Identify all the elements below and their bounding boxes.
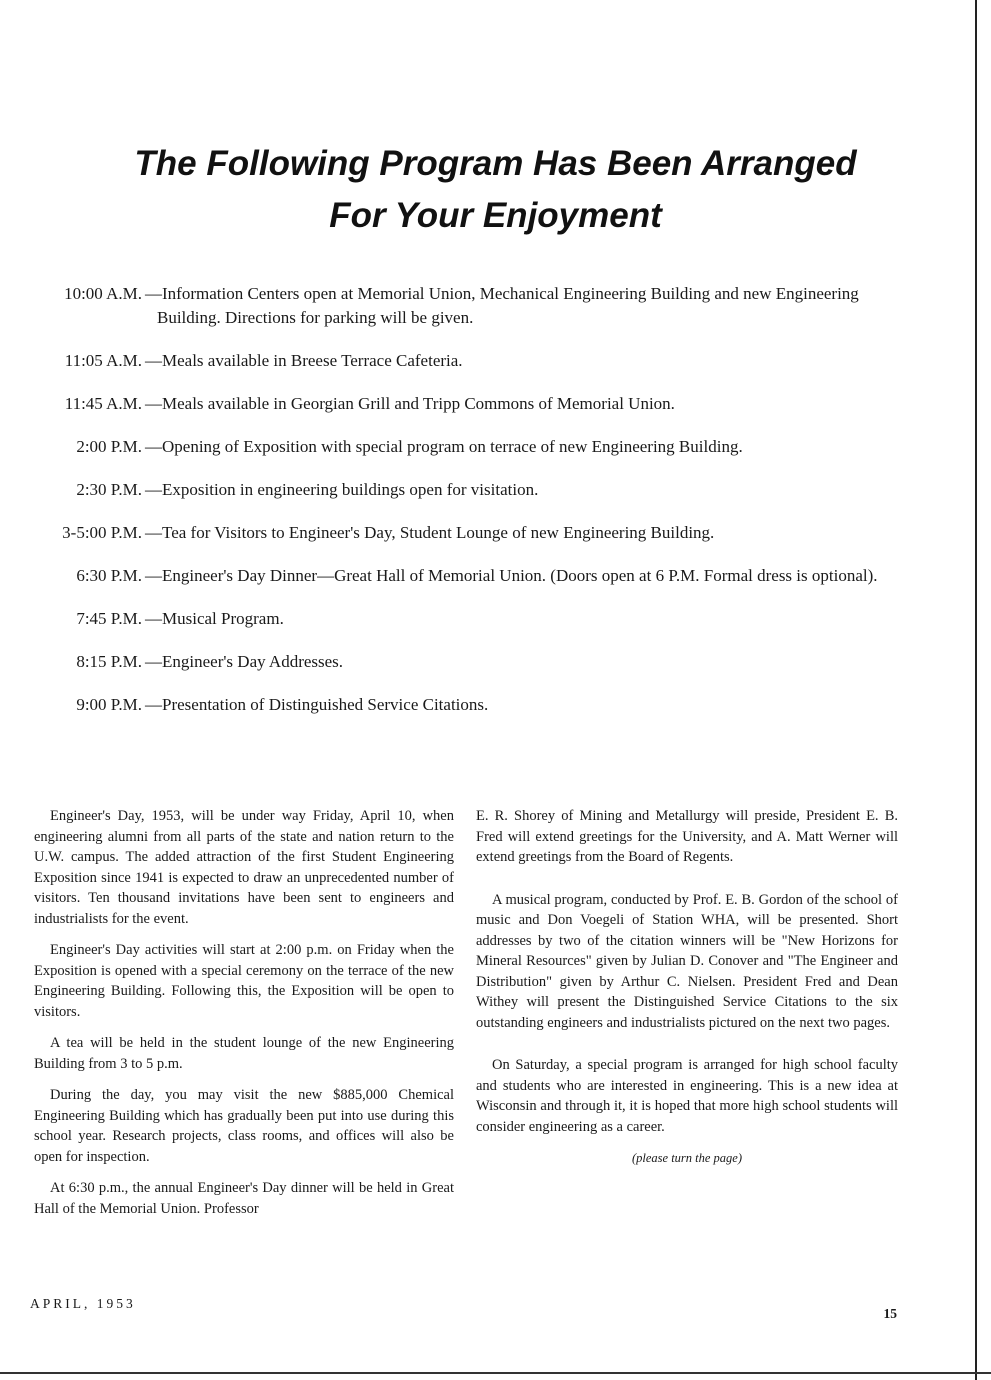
article-paragraph: On Saturday, a special program is arranged for high school faculty and students who are interested in engineering. This is a new idea at Wisconsin and through it, it is hoped that more high school students will consider engineering as a career.: [476, 1057, 898, 1135]
turn-page-note: (please turn the page): [631, 1151, 743, 1165]
schedule-row: [36, 650, 916, 674]
schedule-time: 11:05 A.M.: [64, 351, 142, 370]
schedule-description: —Exposition in engineering buildings open for visitation.: [145, 480, 539, 499]
schedule-description: —Tea for Visitors to Engineer's Day, Student Lounge of new Engineering Building.: [145, 523, 715, 542]
article-paragraph: E. R. Shorey of Mining and Metallurgy will preside, President E. B. Fred will extend greetings for the University, and A. Matt Werner will extend greetings from the Board of Regents.: [476, 808, 898, 865]
article-paragraph: At 6:30 p.m., the annual Engineer's Day dinner will be held in Great Hall of the Memorial Union. Professor: [34, 1180, 454, 1217]
page-title: [0, 138, 991, 242]
article-paragraph: A tea will be held in the student lounge of the new Engineering Building from 3 to 5 p.m.: [34, 1035, 454, 1072]
schedule-time: 6:30 P.M.: [76, 566, 142, 585]
schedule-row: [36, 478, 916, 502]
schedule-time: 7:45 P.M.: [76, 609, 142, 628]
article-paragraph: During the day, you may visit the new $885,000 Chemical Engineering Building which has gradually been put into use during this school year. Research projects, class rooms, and offices will also be open for inspection.: [34, 1087, 454, 1165]
schedule-row: [36, 521, 916, 545]
schedule-description: —Meals available in Breese Terrace Cafeteria.: [145, 351, 463, 370]
schedule-description: —Presentation of Distinguished Service Citations.: [145, 695, 489, 714]
page-number: 15: [883, 1306, 897, 1321]
schedule-row: [36, 282, 916, 330]
article-paragraph: A musical program, conducted by Prof. E. B. Gordon of the school of music and Don Voegeli of Station WHA, will be presented. Short addresses by two of the citation winners will be "New Horizons for Mineral Resources" given by Julian D. Conover and "The Engineer and Distribution" given by Arthur C. Nielsen. President Fred and Dean Withey will present the Distinguished Service Citations to the six outstanding engineers and industrialists pictured on the next two pages.: [476, 891, 898, 1031]
schedule-row: [36, 607, 916, 631]
schedule-description: —Meals available in Georgian Grill and Tripp Commons of Memorial Union.: [145, 394, 675, 413]
schedule-time: 2:30 P.M.: [76, 480, 142, 499]
schedule-description: —Engineer's Day Addresses.: [145, 652, 344, 671]
issue-date: APRIL, 1953: [30, 1296, 136, 1311]
schedule-time: 9:00 P.M.: [76, 695, 142, 714]
schedule-row: [36, 349, 916, 373]
schedule-description: —Information Centers open at Memorial Union, Mechanical Engineering Building and new Engineering Building. Directions for parking will be given.: [145, 284, 859, 327]
schedule-time: 2:00 P.M.: [76, 437, 142, 456]
schedule-row: [36, 435, 916, 459]
schedule-row: [36, 392, 916, 416]
schedule-time: 11:45 A.M.: [64, 394, 142, 413]
schedule-description: —Engineer's Day Dinner—Great Hall of Memorial Union. (Doors open at 6 P.M. Formal dress is optional).: [145, 566, 878, 585]
title-line-2: For Your Enjoyment: [329, 196, 662, 235]
schedule-time: 3-5:00 P.M.: [62, 523, 142, 542]
schedule-time: 10:00 A.M.: [64, 284, 142, 303]
article-paragraph: Engineer's Day, 1953, will be under way Friday, April 10, when engineering alumni from all parts of the state and nation return to the U.W. campus. The added attraction of the first Student Engineering Exposition since 1941 is expected to draw an unprecedented number of visitors. Ten thousand invitations have been sent to engineers and industrialists for the event.: [34, 808, 454, 927]
article-column-left: [34, 806, 454, 1230]
schedule-row: [36, 693, 916, 717]
page-edge-bottom: [0, 1372, 991, 1374]
schedule-time: 8:15 P.M.: [76, 652, 142, 671]
program-schedule: [36, 282, 916, 736]
title-line-1: The Following Program Has Been Arranged: [134, 144, 857, 183]
schedule-description: —Opening of Exposition with special program on terrace of new Engineering Building.: [145, 437, 743, 456]
schedule-row: [36, 564, 916, 588]
article-paragraph: Engineer's Day activities will start at 2:00 p.m. on Friday when the Exposition is opened with a special ceremony on the terrace of the new Engineering Building. Following this, the Exposition will be open to visitors.: [34, 942, 454, 1020]
article-column-right: [476, 806, 898, 1180]
schedule-description: —Musical Program.: [145, 609, 284, 628]
